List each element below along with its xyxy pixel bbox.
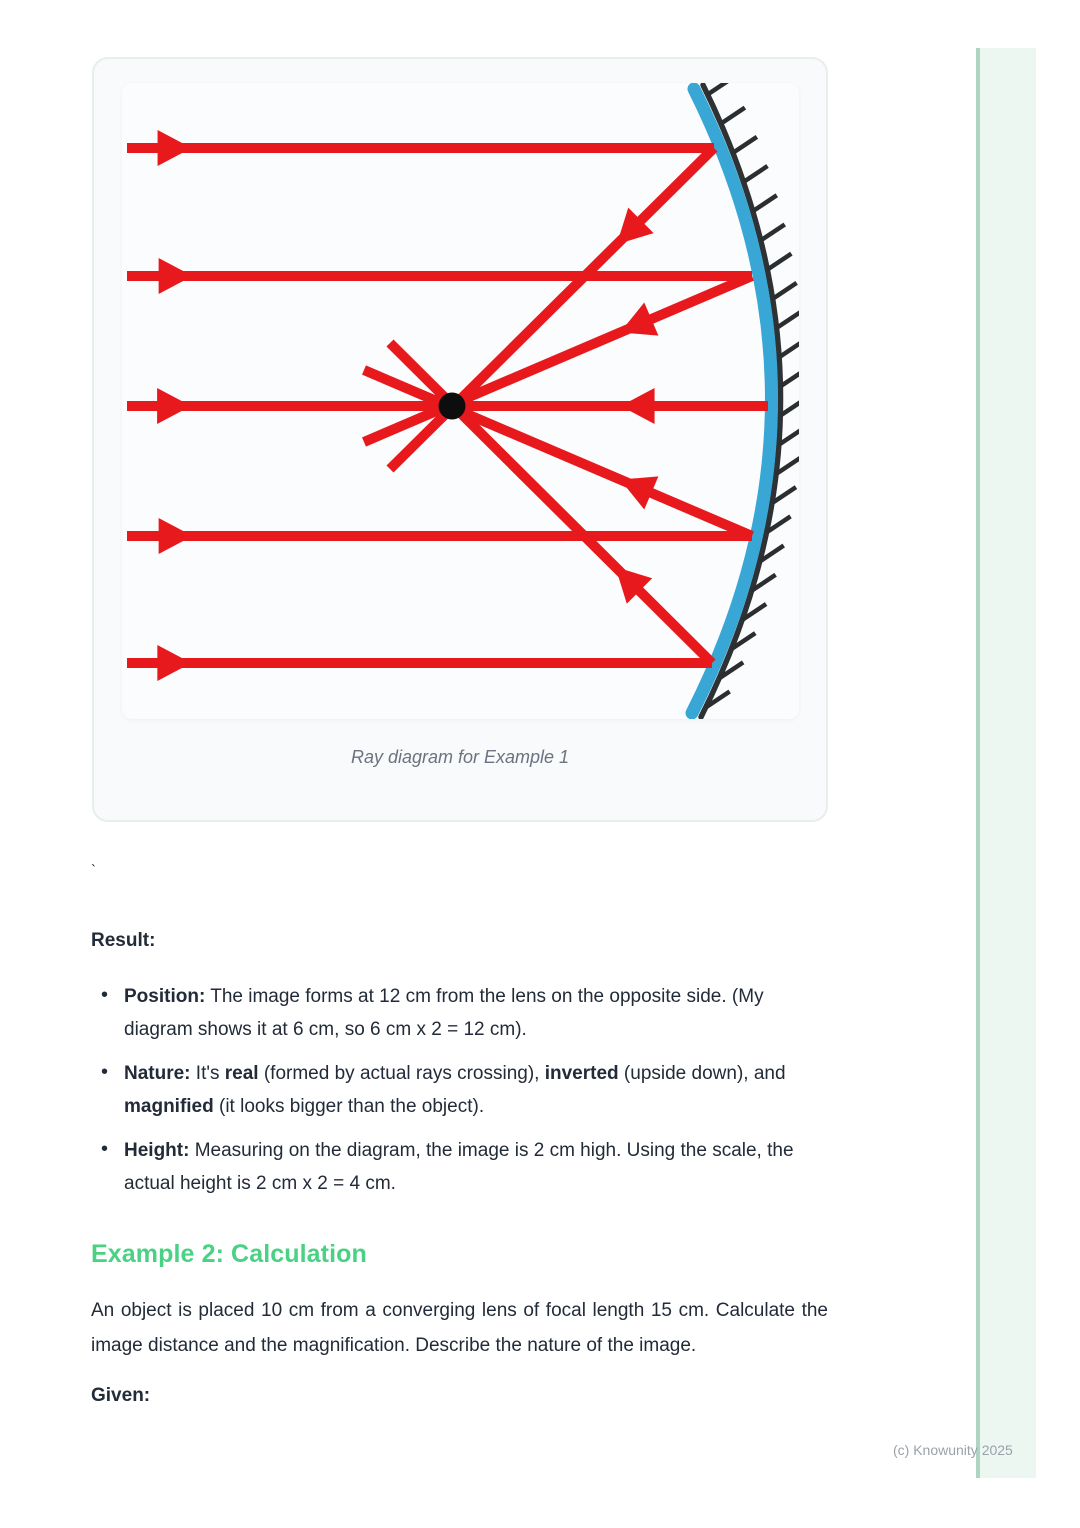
result-heading: Result: — [91, 930, 156, 951]
result-bullet-item: • Nature: It's real (formed by actual rays crossing), inverted (upside down), and magnified (it looks bigger than the object). — [91, 1057, 828, 1123]
example2-paragraph: An object is placed 10 cm from a converging lens of focal length 15 cm. Calculate the image distance and the magnification. Describe the nature of the image. — [91, 1300, 828, 1356]
ray-diagram-panel — [122, 83, 799, 719]
bullet-marker-icon: • — [101, 1061, 109, 1083]
right-accent-bar — [976, 48, 1036, 1478]
example2-heading: Example 2: Calculation — [91, 1240, 367, 1268]
bullet-marker-icon: • — [101, 1138, 109, 1160]
result-bullet-item: • Height: Measuring on the diagram, the image is 2 cm high. Using the scale, the actual height is 2 cm x 2 = 4 cm. — [91, 1134, 828, 1200]
given-heading: Given: — [91, 1385, 151, 1406]
bullet-marker-icon: • — [101, 984, 109, 1006]
concave-mirror-ray-diagram — [122, 83, 799, 719]
result-bullet-item: • Position: The image forms at 12 cm from the lens on the opposite side. (My diagram shows it at 6 cm, so 6 cm x 2 = 12 cm). — [91, 980, 828, 1046]
figure-card — [92, 57, 828, 822]
result-bullet-list — [91, 980, 828, 1200]
copyright-footer: (c) Knowunity 2025 — [893, 1442, 1013, 1458]
stray-backtick: ` — [91, 862, 96, 879]
figure-caption: Ray diagram for Example 1 — [350, 747, 570, 767]
body-content — [91, 862, 828, 1407]
